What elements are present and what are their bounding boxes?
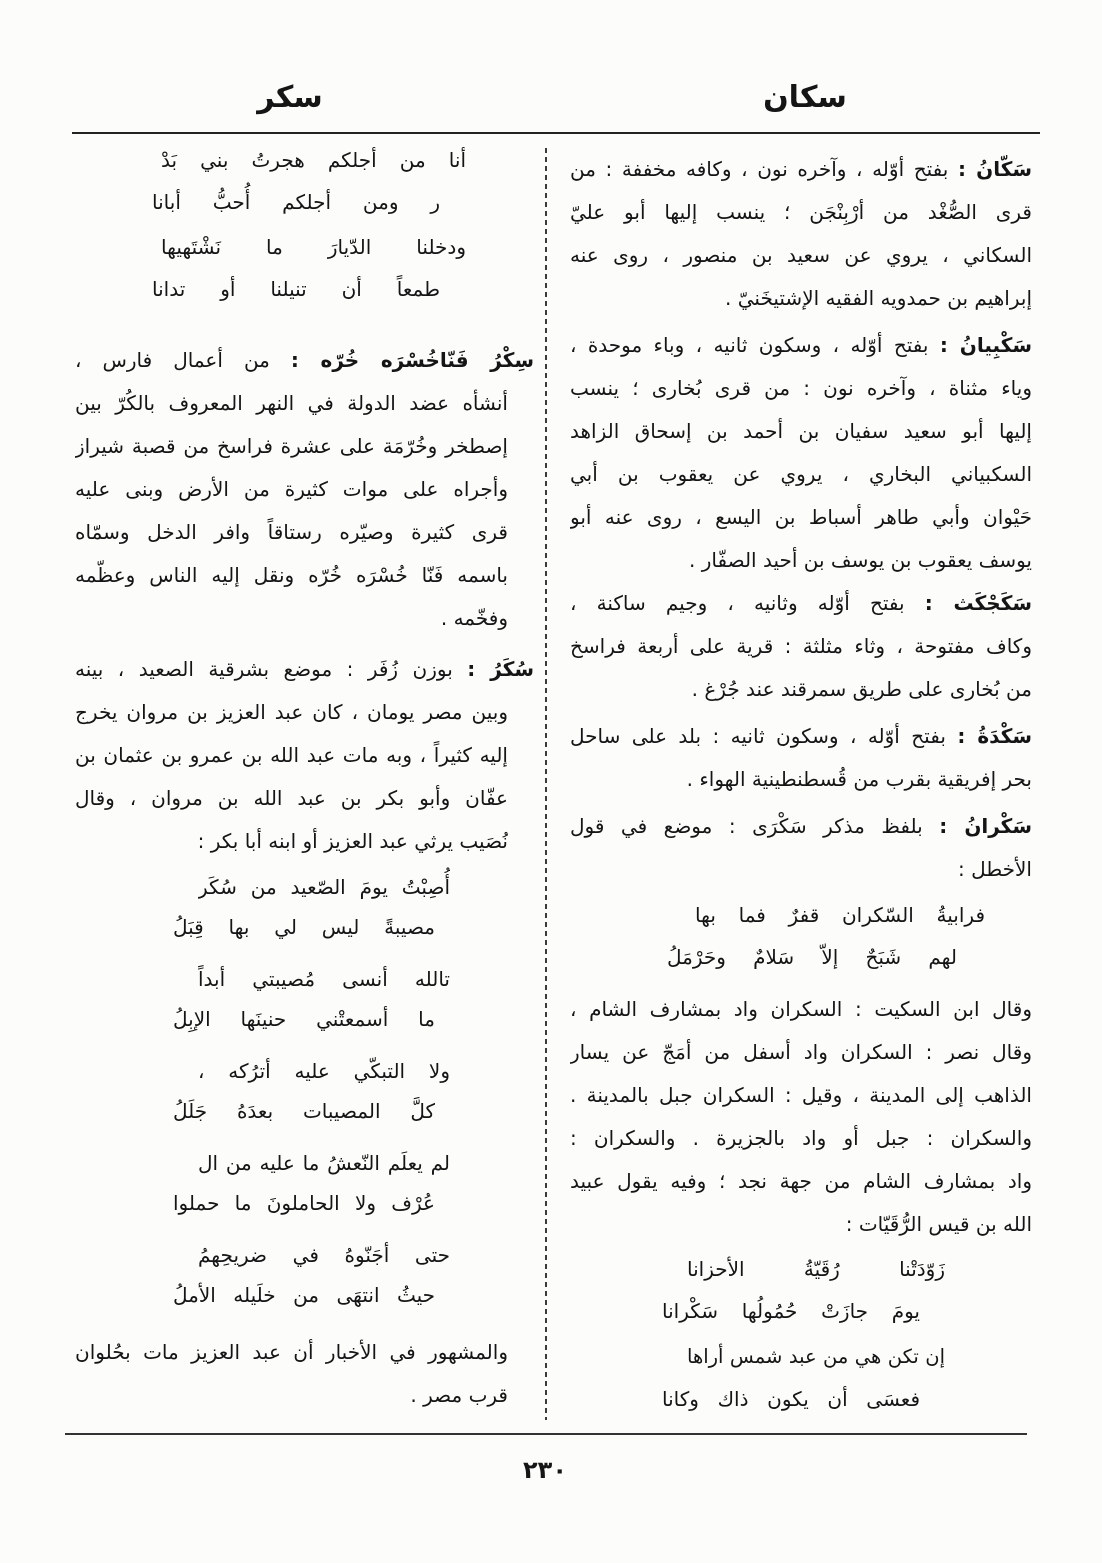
text-line: الذاهب إلى المدينة ، وقيل : السكران جبل بالمدينة . — [570, 1083, 1032, 1107]
text-line: والسكران : جبل أو واد بالجزيرة . والسكران : — [570, 1126, 1032, 1150]
text-line: وقال ابن السكيت : السكران واد بمشارف الشام ، — [570, 997, 1032, 1021]
column-divider — [545, 148, 547, 1420]
entry-continuation — [570, 988, 1032, 1246]
couplet — [75, 226, 508, 310]
headword: سِكْرُ فَنّاخُسْرَه خُرّه : — [290, 348, 534, 372]
line-text: بفتح أوّله ، وسكون ثانيه : بلد على ساحل — [570, 724, 946, 748]
text-line: الله بن قيس الرُّقَيّات : — [845, 1212, 1032, 1236]
text-line — [570, 324, 1032, 367]
text-line: وأجراه على موات كثيرة من الأرض وبنى عليه — [75, 477, 508, 501]
verse-line: ما أسمعتْني حنينَها الإبِلُ — [173, 1007, 435, 1031]
left-column — [75, 139, 534, 1417]
verse-line: فعسَى أن يكون ذاك وكانا — [662, 1387, 920, 1411]
verse-line: حيثُ انتهَى من خلَيله الأملُ — [173, 1283, 435, 1307]
text-line: من بُخارى على طريق سمرقند عند جُرْغ . — [691, 677, 1032, 701]
verse-block — [75, 139, 508, 310]
text-line: إليه كثيراً ، وبه مات عبد الله بن عمرو بن عثمان بن — [75, 743, 508, 767]
couplet — [75, 1051, 508, 1131]
text-line: السكاني ، يروي عن سعيد بن منصور ، روى عنه — [570, 243, 1032, 267]
text-line: وياء مثناة ، وآخره نون : من قرى بُخارى ؛ ينسب — [570, 376, 1032, 400]
verse-block — [570, 1248, 1032, 1420]
header-rule — [72, 132, 1040, 134]
verse-line: لم يعلَم النّعشُ ما عليه من ال — [198, 1151, 450, 1175]
couplet — [570, 1248, 1032, 1332]
text-line: وفخّمه . — [440, 606, 508, 630]
headword: سَكْرانُ : — [939, 814, 1032, 838]
couplet — [570, 1336, 1032, 1420]
entry-sukar — [75, 648, 534, 1417]
couplet — [75, 139, 508, 223]
verse-line: أُصِبْتُ يومَ الصّعيد من سُكَر — [198, 875, 450, 899]
text-line: السكبياني البخاري ، يروي عن يعقوب بن أبي — [570, 462, 1032, 486]
verse-line: مصيبةً ليس لي بها قِبَلُ — [173, 915, 435, 939]
text-line: بحر إفريقية بقرب من قُسطنطينية الهواء . — [686, 767, 1032, 791]
headword: سَكّانُ : — [957, 157, 1032, 181]
text-line: واد بمشارف الشام من جهة نجد ؛ وفيه يقول عبيد — [570, 1169, 1032, 1193]
text-line: يوسف يعقوب بن يوسف بن أحيد الصفّار . — [689, 548, 1032, 572]
footer-rule — [65, 1433, 1027, 1435]
text-line: باسمه فَنّا خُسْرَه خُرّه ونقل إليه الناس وعظّمه — [75, 563, 508, 587]
text-line: إصطخر وخُرّمَة على عشرة فراسخ من قصبة شيراز — [75, 434, 508, 458]
verse-line: ولا التبكّي عليه أترُكه ، — [198, 1059, 450, 1083]
text-line: حَيْوان وأبي طاهر أسباط بن اليسع ، روى عنه أبو — [570, 505, 1032, 529]
running-head-left: سكر — [257, 80, 323, 115]
entry-sikr-fannakhusra-khurra — [75, 339, 534, 640]
verse-line: عُرْف ولا الحاملونَ ما حملوا — [173, 1191, 435, 1215]
text-line: إليها أبو سعيد سفيان بن أحمد بن إسحاق الزاهد — [570, 419, 1032, 443]
verse-line: يومَ جازَتْ حُمُولُها سَكْرانا — [662, 1299, 920, 1323]
headword: سَكْدَةُ : — [957, 724, 1032, 748]
line-text: من أعمال فارس ، — [75, 348, 270, 372]
couplet — [75, 959, 508, 1039]
text-line: وقال نصر : السكران واد أسفل من أمَجّ عن يسار — [570, 1040, 1032, 1064]
couplet — [75, 867, 508, 947]
text-line: قرى كثيرة وصيّره رستاقاً وافر الدخل وسمّاه — [75, 520, 508, 544]
text-line — [75, 339, 534, 382]
verse-line: كلَّ المصيبات بعدَهُ جَلَلُ — [173, 1099, 435, 1123]
verse-line: إن تكن هي من عبد شمس أراها — [687, 1345, 945, 1368]
verse-line: حتى أجَنّوهُ في ضريحِهمُ — [198, 1243, 450, 1267]
entry-sakkan — [570, 148, 1032, 320]
entry-continuation — [75, 1331, 508, 1417]
line-text: بوزن زُفَر : موضع بشرقية الصعيد ، بينه — [75, 657, 453, 681]
text-line — [75, 648, 534, 691]
verse-line: زَوّدَتْنا رُقَيّةُ الأحزانا — [687, 1257, 945, 1281]
verse-line: تالله أنسى مُصيبتي أبداً — [198, 967, 450, 991]
headword: سُكَرُ : — [467, 657, 534, 681]
verse-block — [570, 894, 1032, 978]
verse-block — [75, 867, 508, 1315]
verse-line: ودخلنا الدّيارَ ما نَشْتَهيها — [161, 235, 466, 259]
entry-sakran — [570, 805, 1032, 1420]
text-line: أنشأه عضد الدولة في النهر المعروف بالكُرّ بين — [75, 391, 508, 415]
verse-line: فرابيةُ السّكران قفرٌ فما بها — [695, 903, 985, 927]
verse-line: لهم شَبَحٌ إلاّ سَلامٌ وحَرْمَلُ — [667, 945, 957, 969]
line-text: بفتح أوّله ، وسكون ثانيه ، وباء موحدة ، — [570, 333, 929, 357]
entry-sakda — [570, 715, 1032, 801]
entry-sakbiyan — [570, 324, 1032, 582]
text-line — [570, 148, 1032, 191]
headword: سَكَجْكَث : — [924, 591, 1032, 615]
couplet — [570, 894, 1032, 978]
text-line: إبراهيم بن حمدويه الفقيه الإشتيخَنيّ . — [725, 286, 1032, 310]
running-head-right: سكان — [763, 80, 847, 115]
text-line: قرى الصُّغْد من أرْبِنْجَن ؛ ينسب إليها أبو عليّ — [570, 200, 1032, 224]
right-column — [570, 148, 1032, 1420]
line-text: بفتح أوّله وثانيه ، وجيم ساكنة ، — [570, 591, 905, 615]
text-line: عفّان وأبو بكر بن عبد الله بن مروان ، وقال — [75, 786, 508, 810]
text-line — [570, 805, 1032, 848]
verse-line: طمعاً أن تنيلنا أو تدانا — [152, 277, 440, 301]
text-line — [570, 582, 1032, 625]
text-line: نُصَيب يرثي عبد العزيز أو ابنه أبا بكر : — [197, 829, 508, 853]
couplet — [75, 1143, 508, 1223]
text-line: والمشهور في الأخبار أن عبد العزيز مات بحُلوان — [75, 1340, 508, 1364]
headword: سَكْبِيانُ : — [939, 333, 1032, 357]
couplet — [75, 1235, 508, 1315]
text-line: وكاف مفتوحة ، وثاء مثلثة : قرية على أربعة فراسخ — [570, 634, 1032, 658]
line-text: بلفظ مذكر سَكْرَى : موضع في قول — [570, 814, 923, 838]
line-text: بفتح أوّله ، وآخره نون ، وكافه مخففة : من — [570, 157, 949, 181]
text-line: الأخطل : — [958, 857, 1032, 881]
entry-sakajkath — [570, 582, 1032, 711]
verse-line: ر ومن أجلكم أُحبُّ أبانا — [152, 190, 440, 214]
text-line: قرب مصر . — [410, 1383, 508, 1407]
verse-line: أنا من أجلكم هجرتُ بني بَدْ — [161, 148, 466, 172]
page-number: ٢٣٠ — [523, 1456, 567, 1484]
text-line — [570, 715, 1032, 758]
text-line: وبين مصر يومان ، كان عبد العزيز بن مروان يخرج — [75, 700, 508, 724]
